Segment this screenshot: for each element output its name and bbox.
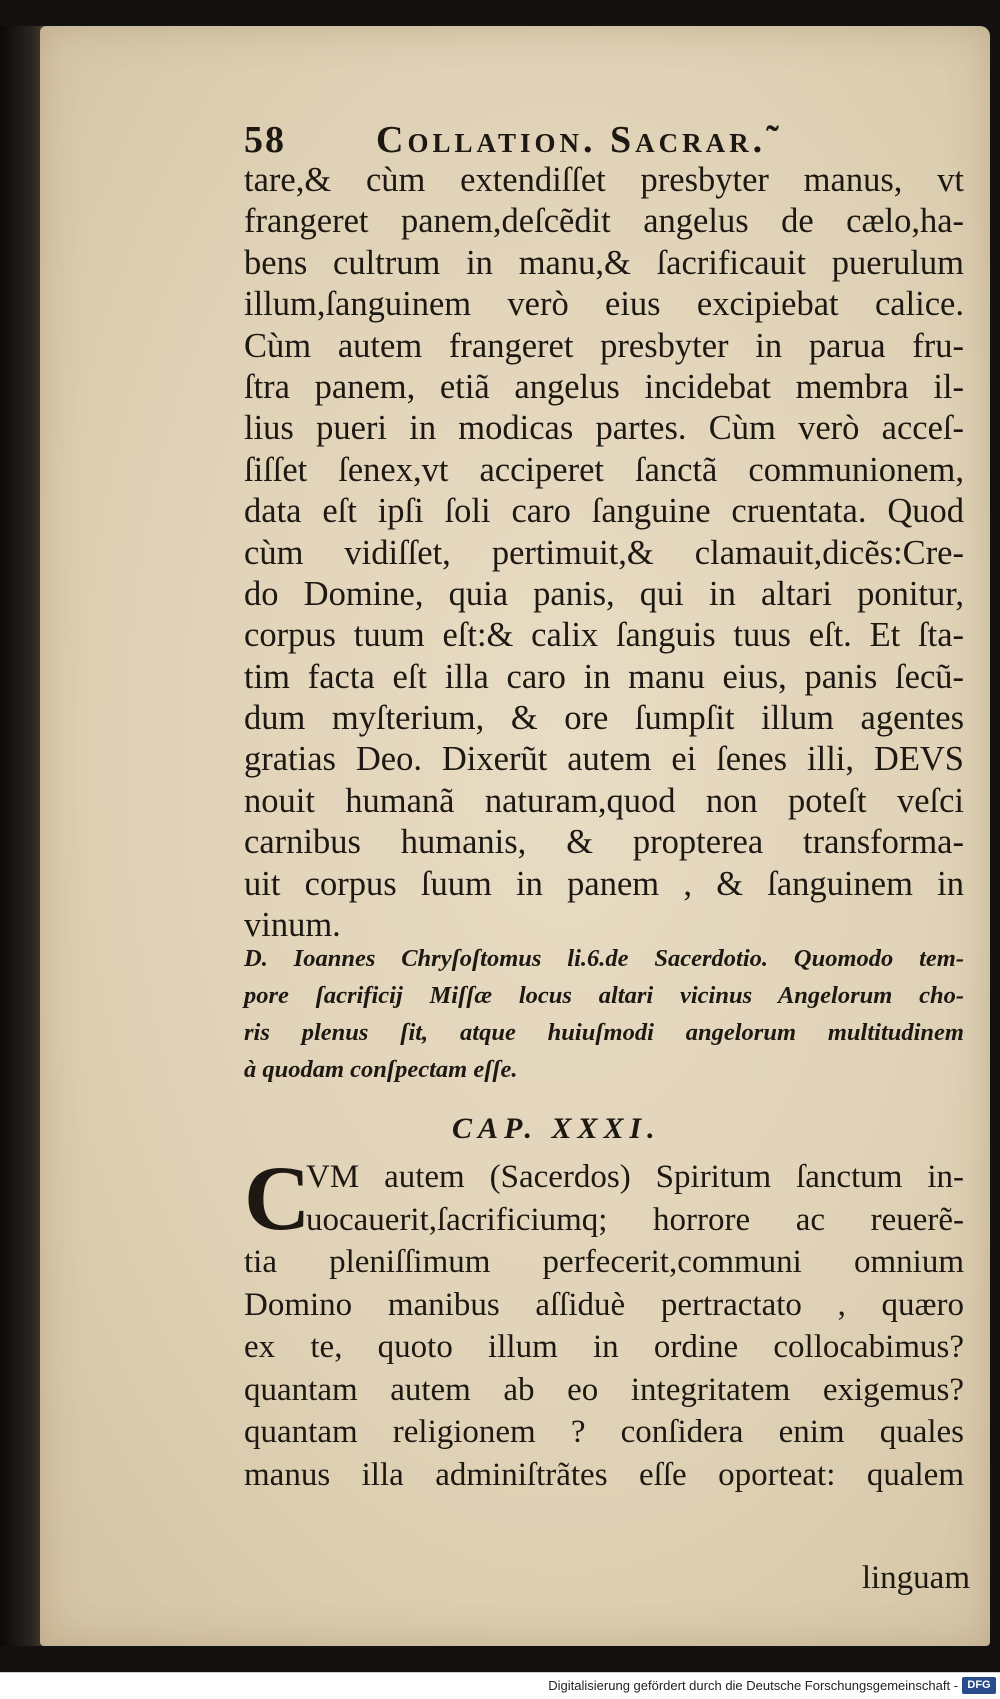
page-header — [244, 118, 944, 166]
text-line: do Domine, quia panis, qui in altari ponitur, — [244, 574, 964, 613]
text-line: vinum. — [244, 906, 341, 945]
page-number: 58 — [244, 119, 286, 161]
text-line: Cùm autem frangeret presbyter in parua fru- — [244, 326, 964, 365]
chapter-text-block — [244, 1147, 964, 1496]
text-line: frangeret panem,deſcẽdit angelus de cælo,ha- — [244, 202, 964, 241]
text-line: bens cultrum in manu,& ſacrificauit puerulum — [244, 243, 964, 282]
text-line: quantam religionem ? conſidera enim quales — [244, 1414, 964, 1450]
text-line: illum,ſanguinem verò eius excipiebat calice. — [244, 285, 964, 324]
dfg-logo[interactable]: DFG — [962, 1677, 996, 1694]
text-line: tim facta eſt illa caro in manu eius, panis ſecũ- — [244, 657, 964, 696]
text-line: manus illa adminiſtrãtes eſſe oporteat: qualem — [244, 1456, 964, 1493]
text-line: nouit humanã naturam,quod non poteſt veſci — [244, 781, 964, 820]
note-line: D. Ioannes Chryſoſtomus li.6.de Sacerdotio. Quomodo tem- — [244, 945, 964, 972]
drop-cap: C — [244, 1147, 311, 1249]
text-line: VM autem (Sacerdos) Spiritum ſanctum in- — [306, 1159, 964, 1195]
text-line: Domino manibus aſſiduè pertractato , quæro — [244, 1286, 964, 1323]
text-line: lius pueri in modicas partes. Cùm verò acceſ- — [244, 409, 964, 448]
digitization-footer — [0, 1672, 1000, 1699]
text-line: ſtra panem, etiã angelus incidebat membra il- — [244, 367, 964, 406]
note-line: ris plenus ſit, atque huiuſmodi angelorum multitudinem — [244, 1019, 964, 1046]
text-line: tare,& cùm extendiſſet presbyter manus, vt — [244, 161, 964, 199]
text-line: carnibus humanis, & propterea transforma- — [244, 823, 964, 862]
text-line: quantam autem ab eo integritatem exigemus? — [244, 1371, 964, 1408]
note-line: à quodam conſpectam eſſe. — [244, 1056, 518, 1083]
text-line: corpus tuum eſt:& calix ſanguis tuus eſt. Et ſta- — [244, 616, 964, 655]
text-line: ex te, quoto illum in ordine collocabimus? — [244, 1329, 964, 1365]
main-text-block — [244, 160, 964, 946]
text-line: uit corpus ſuum in panem , & ſanguinem in — [244, 864, 964, 903]
text-line: data eſt ipſi ſoli caro ſanguine cruentata. Quod — [244, 492, 964, 531]
note-line: pore ſacrificij Miſſæ locus altari vicinus Angelorum cho- — [244, 982, 964, 1009]
footer-credit: Digitalisierung gefördert durch die Deutsche Forschungsgemeinschaft - — [548, 1678, 958, 1693]
marginal-note — [244, 940, 964, 1088]
text-line: uocauerit,ſacrificiumq; horrore ac reuerẽ- — [306, 1201, 964, 1238]
chapter-heading: CAP. XXXI. — [452, 1112, 661, 1145]
text-line: ſiſſet ſenex,vt acciperet ſanctã communionem, — [244, 450, 964, 489]
text-line: gratias Deo. Dixerũt autem ei ſenes illi, DEVS — [244, 740, 964, 779]
text-line: cùm vidiſſet, pertimuit,& clamauit,dicẽs:Cre- — [244, 533, 964, 572]
catchword: linguam — [861, 1560, 970, 1596]
running-title: Collation. Sacrar.˜ — [376, 119, 783, 161]
text-line: dum myſterium, & ore ſumpſit illum agentes — [244, 699, 964, 738]
text-line: tia pleniſſimum perfecerit,communi omnium — [244, 1244, 964, 1280]
